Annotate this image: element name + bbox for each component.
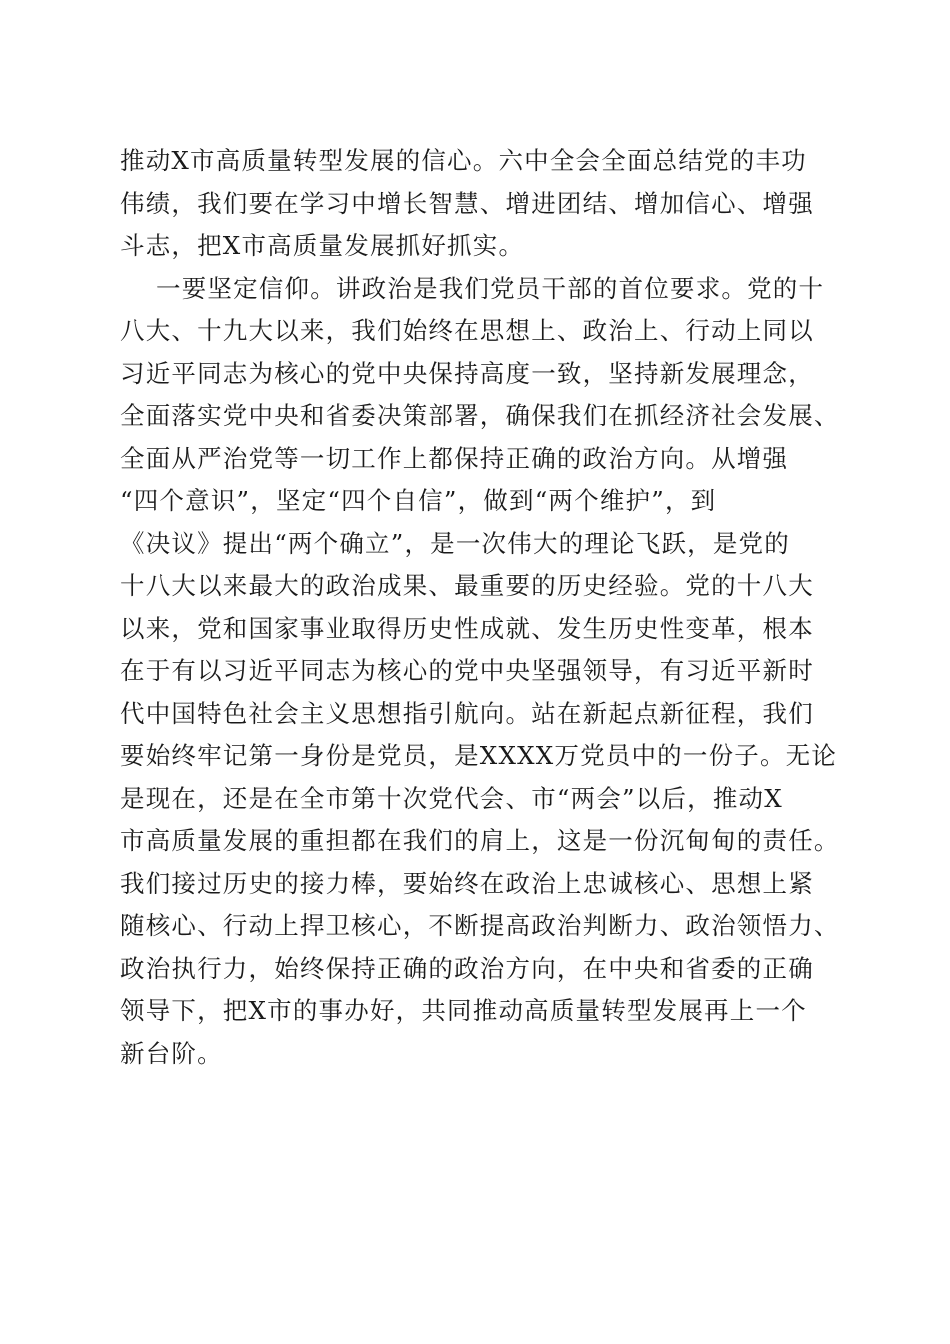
text-line: 习近平同志为核心的党中央保持高度一致，坚持新发展理念， <box>120 358 814 388</box>
text-line: 代中国特色社会主义思想指引航向。站在新起点新征程，我们 <box>120 698 814 728</box>
text-line: 是现在，还是在全市第十次党代会、市“两会”以后，推动X <box>120 783 783 813</box>
text-line: 《决议》提出“两个确立”，是一次伟大的理论飞跃，是党的 <box>120 528 790 558</box>
text-line: 政治执行力，始终保持正确的政治方向，在中央和省委的正确 <box>120 953 814 983</box>
text-line: 我们接过历史的接力棒，要始终在政治上忠诚核心、思想上紧 <box>120 868 814 898</box>
paragraph-start-line: 一要坚定信仰。讲政治是我们党员干部的首位要求。党的十 <box>156 273 825 303</box>
text-line: 斗志，把X市高质量发展抓好抓实。 <box>120 231 525 260</box>
text-line: “四个意识”，坚定“四个自信”，做到“两个维护”，到 <box>120 486 717 515</box>
text-line: 全面从严治党等一切工作上都保持正确的政治方向。从增强 <box>120 443 789 473</box>
text-line: 市高质量发展的重担都在我们的肩上，这是一份沉甸甸的责任。 <box>120 826 840 855</box>
text-line: 八大、十九大以来，我们始终在思想上、政治上、行动上同以 <box>120 316 814 345</box>
text-line: 伟绩，我们要在学习中增长智慧、增进团结、增加信心、增强 <box>120 188 814 218</box>
text-line: 在于有以习近平同志为核心的党中央坚强领导，有习近平新时 <box>120 656 814 685</box>
text-line: 十八大以来最大的政治成果、最重要的历史经验。党的十八大 <box>120 571 814 600</box>
text-line: 要始终牢记第一身份是党员，是XXXX万党员中的一份子。无论 <box>120 741 838 770</box>
text-line: 领导下，把X市的事办好，共同推动高质量转型发展再上一个 <box>120 996 807 1025</box>
text-line: 推动X市高质量转型发展的信心。六中全会全面总结党的丰功 <box>120 146 807 175</box>
text-line: 新台阶。 <box>120 1038 223 1068</box>
text-line: 以来，党和国家事业取得历史性成就、发生历史性变革，根本 <box>120 613 814 643</box>
text-line: 全面落实党中央和省委决策部署，确保我们在抓经济社会发展、 <box>120 401 840 430</box>
text-line: 随核心、行动上捍卫核心，不断提高政治判断力、政治领悟力、 <box>120 911 840 940</box>
body-text <box>120 140 840 1075</box>
